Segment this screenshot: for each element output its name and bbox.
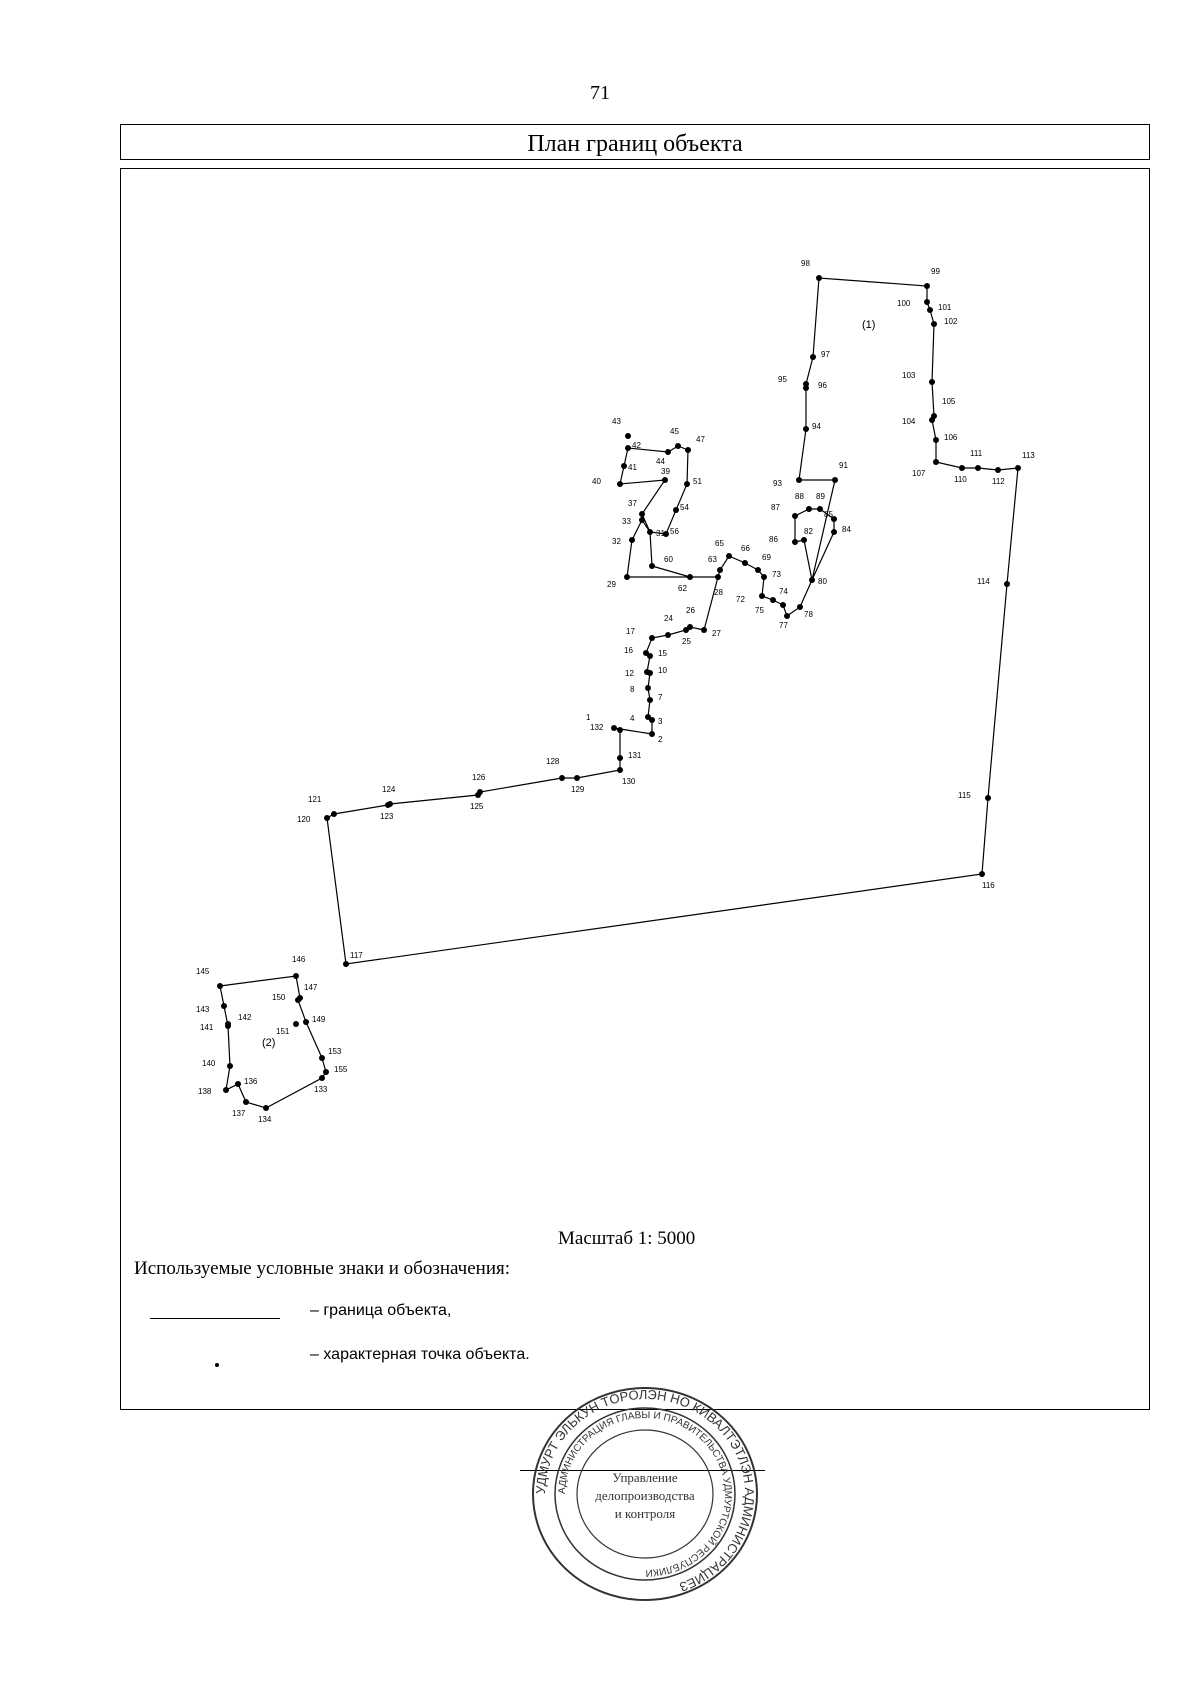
contour-1-point-24 — [665, 632, 671, 638]
contour-1-point-label-110: 110 — [954, 475, 967, 484]
contour-1-point-112 — [995, 467, 1001, 473]
contour-1-point-84 — [831, 529, 837, 535]
contour-1-point-42 — [625, 445, 631, 451]
contour-1-point-label-105: 105 — [942, 397, 956, 406]
contour-1-point-126 — [477, 789, 483, 795]
area-label-1: (1) — [862, 319, 876, 331]
contour-1-point-1 — [611, 725, 617, 731]
contour-2-point-label-136: 136 — [244, 1077, 258, 1086]
contour-1-point-43 — [625, 433, 631, 439]
contour-1-point-label-85: 85 — [824, 510, 833, 519]
contour-1-point-40 — [617, 481, 623, 487]
contour-1-point-label-87: 87 — [771, 503, 780, 512]
page-number: 71 — [590, 82, 610, 104]
contour-1-point-label-4: 4 — [630, 714, 635, 723]
contour-1-point-32 — [629, 537, 635, 543]
contour-1-point-label-121: 121 — [308, 795, 322, 804]
contour-2-point-155 — [323, 1069, 329, 1075]
contour-1-point-label-120: 120 — [297, 815, 311, 824]
contour-1-point-label-74: 74 — [779, 587, 788, 596]
contour-1-point-75 — [780, 602, 786, 608]
contour-2-point-label-153: 153 — [328, 1047, 342, 1056]
contour-2-point-label-146: 146 — [292, 955, 306, 964]
contour-2-point-label-140: 140 — [202, 1059, 216, 1068]
contour-1-point-label-60: 60 — [664, 555, 673, 564]
contour-2-point-label-138: 138 — [198, 1087, 212, 1096]
contour-2-point-label-149: 149 — [312, 1015, 326, 1024]
contour-1-point-120 — [324, 815, 330, 821]
contour-1-point-37 — [639, 511, 645, 517]
contour-2-point-label-133: 133 — [314, 1085, 328, 1094]
contour-2-point-137 — [243, 1099, 249, 1105]
contour-1-point-label-63: 63 — [708, 555, 717, 564]
contour-1-point-label-75: 75 — [755, 606, 764, 615]
legend-point-text: – характерная точка объекта. — [310, 1346, 530, 1363]
contour-1-point-label-26: 26 — [686, 606, 695, 615]
contour-1-point-label-31: 31 — [656, 529, 665, 538]
contour-1-point-121 — [331, 811, 337, 817]
contour-2-point-142 — [225, 1021, 231, 1027]
contour-1-point-33 — [639, 517, 645, 523]
contour-1-point-label-114: 114 — [977, 577, 990, 586]
seal-inner-text: АДМИНИСТРАЦИЯ ГЛАВЫ И ПРАВИТЕЛЬСТВА УДМУРТСКОЙ РЕСПУБЛИКИ — [556, 1409, 734, 1579]
contour-1-point-label-69: 69 — [762, 553, 771, 562]
contour-1-point-91 — [832, 477, 838, 483]
contour-2-point-label-134: 134 — [258, 1115, 272, 1124]
contour-1-point-label-66: 66 — [741, 544, 750, 553]
contour-1-point-label-116: 116 — [982, 881, 995, 890]
scale-label: Масштаб 1: 5000 — [558, 1228, 696, 1249]
contour-1-point-label-124: 124 — [382, 785, 396, 794]
contour-1-point-label-97: 97 — [821, 350, 830, 359]
contour-1-point-62 — [687, 574, 693, 580]
contour-1-point-130 — [617, 767, 623, 773]
contour-1-point-label-89: 89 — [816, 492, 825, 501]
contour-1-point-label-101: 101 — [938, 303, 952, 312]
contour-1-point-100 — [924, 299, 930, 305]
contour-1-point-28 — [715, 574, 721, 580]
contour-1-point-74 — [770, 597, 776, 603]
contour-1-point-label-32: 32 — [612, 537, 621, 546]
contour-1-point-label-77: 77 — [779, 621, 788, 630]
contour-1-point-105 — [931, 413, 937, 419]
seal-center-line-3: и контроля — [614, 1506, 676, 1521]
contour-1-point-103 — [929, 379, 935, 385]
contour-1-point-label-43: 43 — [612, 417, 621, 426]
contour-1-point-66 — [742, 560, 748, 566]
map-title: План границ объекта — [527, 131, 743, 157]
contour-1-point-label-86: 86 — [769, 535, 778, 544]
seal-center-line-1: Управление — [612, 1470, 678, 1485]
contour-1-point-101 — [927, 307, 933, 313]
contour-1-point-label-41: 41 — [628, 463, 637, 472]
contour-1-point-45 — [675, 443, 681, 449]
contour-1-point-124 — [387, 801, 393, 807]
contour-2-point-133 — [319, 1075, 325, 1081]
contour-1-point-label-1: 1 — [586, 713, 591, 722]
contour-1-point-114 — [1004, 581, 1010, 587]
boundary-points — [217, 275, 1021, 1111]
contour-1-point-87 — [792, 513, 798, 519]
contour-2-point-label-137: 137 — [232, 1109, 246, 1118]
contour-2-point-label-155: 155 — [334, 1065, 348, 1074]
contour-1-point-106 — [933, 437, 939, 443]
contour-1-point-69 — [755, 567, 761, 573]
contour-2-point-136 — [235, 1081, 241, 1087]
contour-1-point-2 — [649, 731, 655, 737]
contour-1-point-label-128: 128 — [546, 757, 560, 766]
contour-1-point-label-2: 2 — [658, 735, 663, 744]
contour-1-point-107 — [933, 459, 939, 465]
contour-2-point-label-147: 147 — [304, 983, 318, 992]
contour-1-point-63 — [717, 567, 723, 573]
contour-1-point-label-111: 111 — [970, 449, 983, 458]
point-labels — [196, 259, 1035, 1124]
contour-1-point-label-8: 8 — [630, 685, 635, 694]
contour-1-point-label-129: 129 — [571, 785, 585, 794]
contour-1-point-60 — [649, 563, 655, 569]
contour-1-point-label-99: 99 — [931, 267, 940, 276]
contour-1-point-label-104: 104 — [902, 417, 916, 426]
official-seal — [515, 1384, 775, 1604]
contour-1-point-label-93: 93 — [773, 479, 782, 488]
contour-2-point-label-145: 145 — [196, 967, 210, 976]
contour-1-point-label-62: 62 — [678, 584, 687, 593]
contour-2-point-149 — [303, 1019, 309, 1025]
contour-1-point-41 — [621, 463, 627, 469]
contour-1-point-label-106: 106 — [944, 433, 958, 442]
legend-title: Используемые условные знаки и обозначения: — [134, 1258, 511, 1279]
contour-1-point-94 — [803, 426, 809, 432]
contour-1-point-label-98: 98 — [801, 259, 810, 268]
contour-1-point-44 — [665, 449, 671, 455]
contour-1-point-label-80: 80 — [818, 577, 827, 586]
contour-1-point-label-47: 47 — [696, 435, 705, 444]
contour-1-point-label-25: 25 — [682, 637, 691, 646]
contour-1-point-88 — [806, 506, 812, 512]
contour-1-point-label-115: 115 — [958, 791, 971, 800]
contour-2-point-146 — [293, 973, 299, 979]
contour-1-point-131 — [617, 755, 623, 761]
contour-1-point-99 — [924, 283, 930, 289]
legend-point-symbol — [215, 1363, 219, 1367]
contour-1-point-label-56: 56 — [670, 527, 679, 536]
contour-1-point-47 — [685, 447, 691, 453]
contour-1-point-label-126: 126 — [472, 773, 486, 782]
contour-1-point-78 — [797, 604, 803, 610]
contour-1-point-102 — [931, 321, 937, 327]
contour-1-point-110 — [959, 465, 965, 471]
contour-1-point-label-132: 132 — [590, 723, 604, 732]
contour-2-point-label-143: 143 — [196, 1005, 210, 1014]
contour-2-point-label-141: 141 — [200, 1023, 214, 1032]
contour-1-point-label-94: 94 — [812, 422, 821, 431]
contour-1-point-96 — [803, 381, 809, 387]
legend-boundary-text: – граница объекта, — [310, 1302, 452, 1319]
contour-1-point-label-91: 91 — [839, 461, 848, 470]
contour-1-point-label-45: 45 — [670, 427, 679, 436]
contour-1-point-97 — [810, 354, 816, 360]
contour-1-point-label-37: 37 — [628, 499, 637, 508]
contour-1-point-98 — [816, 275, 822, 281]
contour-1-point-label-7: 7 — [658, 693, 663, 702]
contour-2-point-143 — [221, 1003, 227, 1009]
contour-1-point-label-88: 88 — [795, 492, 804, 501]
contour-2-point-151 — [293, 1021, 299, 1027]
contour-2-point-label-151: 151 — [276, 1027, 290, 1036]
contour-1-point-93 — [796, 477, 802, 483]
contour-2-point-134 — [263, 1105, 269, 1111]
contour-1-point-31 — [647, 529, 653, 535]
contour-1-point-label-54: 54 — [680, 503, 689, 512]
contour-1-point-77 — [784, 613, 790, 619]
contour-1-point-89 — [817, 506, 823, 512]
contour-1-point-16 — [643, 650, 649, 656]
contour-1-point-label-17: 17 — [626, 627, 635, 636]
contour-1-point-65 — [726, 553, 732, 559]
contour-2-point-150 — [295, 997, 301, 1003]
contour-1-point-8 — [645, 685, 651, 691]
contour-1-point-label-107: 107 — [912, 469, 926, 478]
contour-1-point-80 — [809, 577, 815, 583]
contour-1-point-label-27: 27 — [712, 629, 721, 638]
contour-1-point-label-103: 103 — [902, 371, 916, 380]
contour-1-point-label-82: 82 — [804, 527, 813, 536]
contour-1-point-label-12: 12 — [625, 669, 634, 678]
contour-1-point-label-65: 65 — [715, 539, 724, 548]
contour-1-point-label-113: 113 — [1022, 451, 1035, 460]
contour-1-point-label-102: 102 — [944, 317, 958, 326]
contour-1-point-26 — [687, 624, 693, 630]
contour-1-point-label-29: 29 — [607, 580, 616, 589]
contour-1-point-label-96: 96 — [818, 381, 827, 390]
contour-1-point-label-39: 39 — [661, 467, 670, 476]
contour-1-point-29 — [624, 574, 630, 580]
contour-1-point-17 — [649, 635, 655, 641]
contour-1-point-label-73: 73 — [772, 570, 781, 579]
contour-1-point-label-24: 24 — [664, 614, 673, 623]
contour-1-point-label-123: 123 — [380, 812, 394, 821]
contour-1-point-129 — [574, 775, 580, 781]
contour-1-point-label-112: 112 — [992, 477, 1005, 486]
legend-boundary-line-symbol — [150, 1318, 280, 1319]
contour-1-point-128 — [559, 775, 565, 781]
contour-1-point-115 — [985, 795, 991, 801]
contour-2-point-153 — [319, 1055, 325, 1061]
contour-1-point-51 — [684, 481, 690, 487]
contour-1-point-72 — [759, 593, 765, 599]
contour-2-point-138 — [223, 1087, 229, 1093]
seal-outer-text: УДМУРТ ЭЛЬКУН ТӦРОЛЭН НО КИВАЛТЭТЛЭН АДМИНИСТРАЦИЕЗ — [532, 1386, 758, 1595]
contour-1-point-label-84: 84 — [842, 525, 851, 534]
contour-1-point-117 — [343, 961, 349, 967]
contour-1-point-label-3: 3 — [658, 717, 663, 726]
contour-1-point-label-100: 100 — [897, 299, 911, 308]
contour-1-point-label-125: 125 — [470, 802, 484, 811]
seal-center-line-2: делопроизводства — [595, 1488, 695, 1503]
contour-1-point-label-117: 117 — [350, 951, 363, 960]
contour-1-point-label-130: 130 — [622, 777, 636, 786]
contour-1-point-label-40: 40 — [592, 477, 601, 486]
contour-1-point-label-51: 51 — [693, 477, 702, 486]
contour-1-point-label-15: 15 — [658, 649, 667, 658]
contour-1-point-54 — [673, 507, 679, 513]
contour-1-point-label-28: 28 — [714, 588, 723, 597]
area-label-2: (2) — [262, 1037, 276, 1049]
contour-1-point-label-131: 131 — [628, 751, 642, 760]
contour-1-point-label-72: 72 — [736, 595, 745, 604]
contour-1-point-73 — [761, 574, 767, 580]
contour-1-point-4 — [645, 714, 651, 720]
contour-2-point-140 — [227, 1063, 233, 1069]
contour-1-point-27 — [701, 627, 707, 633]
contour-1-point-label-95: 95 — [778, 375, 787, 384]
contour-1-point-label-10: 10 — [658, 666, 667, 675]
contour-1-point-label-78: 78 — [804, 610, 813, 619]
contour-1-point-label-33: 33 — [622, 517, 631, 526]
contour-2-point-145 — [217, 983, 223, 989]
contour-1-point-132 — [617, 727, 623, 733]
contour-1-point-86 — [792, 539, 798, 545]
contour-1-point-12 — [644, 669, 650, 675]
contour-1-point-39 — [662, 477, 668, 483]
contour-1-point-113 — [1015, 465, 1021, 471]
contour-2-point-label-142: 142 — [238, 1013, 252, 1022]
contour-1-point-7 — [647, 697, 653, 703]
contour-1-point-82 — [801, 537, 807, 543]
contour-1-point-111 — [975, 465, 981, 471]
contour-1-point-label-16: 16 — [624, 646, 633, 655]
contour-1-point-label-42: 42 — [632, 441, 641, 450]
contour-2-point-label-150: 150 — [272, 993, 286, 1002]
contour-1-point-label-44: 44 — [656, 457, 665, 466]
contour-1-point-116 — [979, 871, 985, 877]
